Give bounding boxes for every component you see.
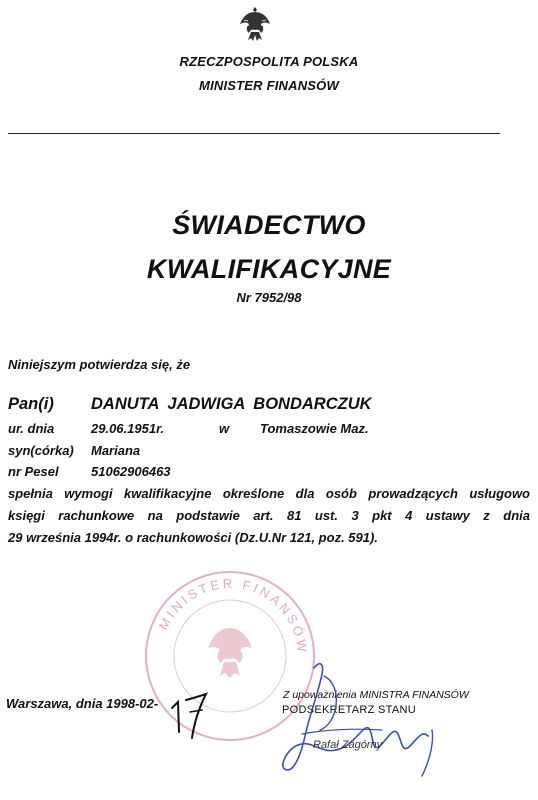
certificate-number: Nr 7952/98 <box>236 290 302 305</box>
document-title: ŚWIADECTWO <box>172 210 366 240</box>
intro-text: Niniejszym potwierdza się, że <box>8 357 191 372</box>
parent-name: Mariana <box>91 443 141 458</box>
name-label: Pan(i) <box>8 395 54 413</box>
birth-in-label: w <box>219 421 230 436</box>
parent-label: syn(córka) <box>8 443 74 458</box>
body-text-line-2: księgi rachunkowe na podstawie art. 81 ust. 3 pkt 4 ustawy z dnia <box>8 508 530 523</box>
header-divider <box>8 133 500 134</box>
place-and-date: Warszawa, dnia 1998-02- <box>6 696 159 711</box>
signature-icon <box>262 650 452 780</box>
birth-date: 29.06.1951r. <box>91 421 165 436</box>
authority-title: PODSEKRETARZ STANU <box>282 704 416 716</box>
signatory-name: Rafał Zagórny <box>313 739 383 751</box>
handwritten-day-icon <box>168 672 218 742</box>
header-country: RZECZPOSPOLITA POLSKA <box>179 54 359 69</box>
pesel-number: 51062906463 <box>91 464 171 479</box>
document-subtitle: KWALIFIKACYJNE <box>146 254 392 284</box>
eagle-emblem-icon <box>238 4 272 42</box>
body-text-line-3: 29 września 1994r. o rachunkowości (Dz.U.Nr 121, poz. 591). <box>8 530 378 545</box>
birth-place: Tomaszowie Maz. <box>260 421 369 436</box>
holder-name: DANUTA JADWIGA BONDARCZUK <box>91 395 372 413</box>
body-text-line-1: spełnia wymogi kwalifikacyjne określone dla osób prowadzących usługowo <box>8 486 530 501</box>
stamp-text: MINISTER FINANSÓW <box>155 575 311 656</box>
birth-date-label: ur. dnia <box>8 421 55 436</box>
header-ministry: MINISTER FINANSÓW <box>199 78 339 93</box>
authority-line: Z upoważnienia MINISTRA FINANSÓW <box>283 689 469 701</box>
pesel-label: nr Pesel <box>8 464 59 479</box>
